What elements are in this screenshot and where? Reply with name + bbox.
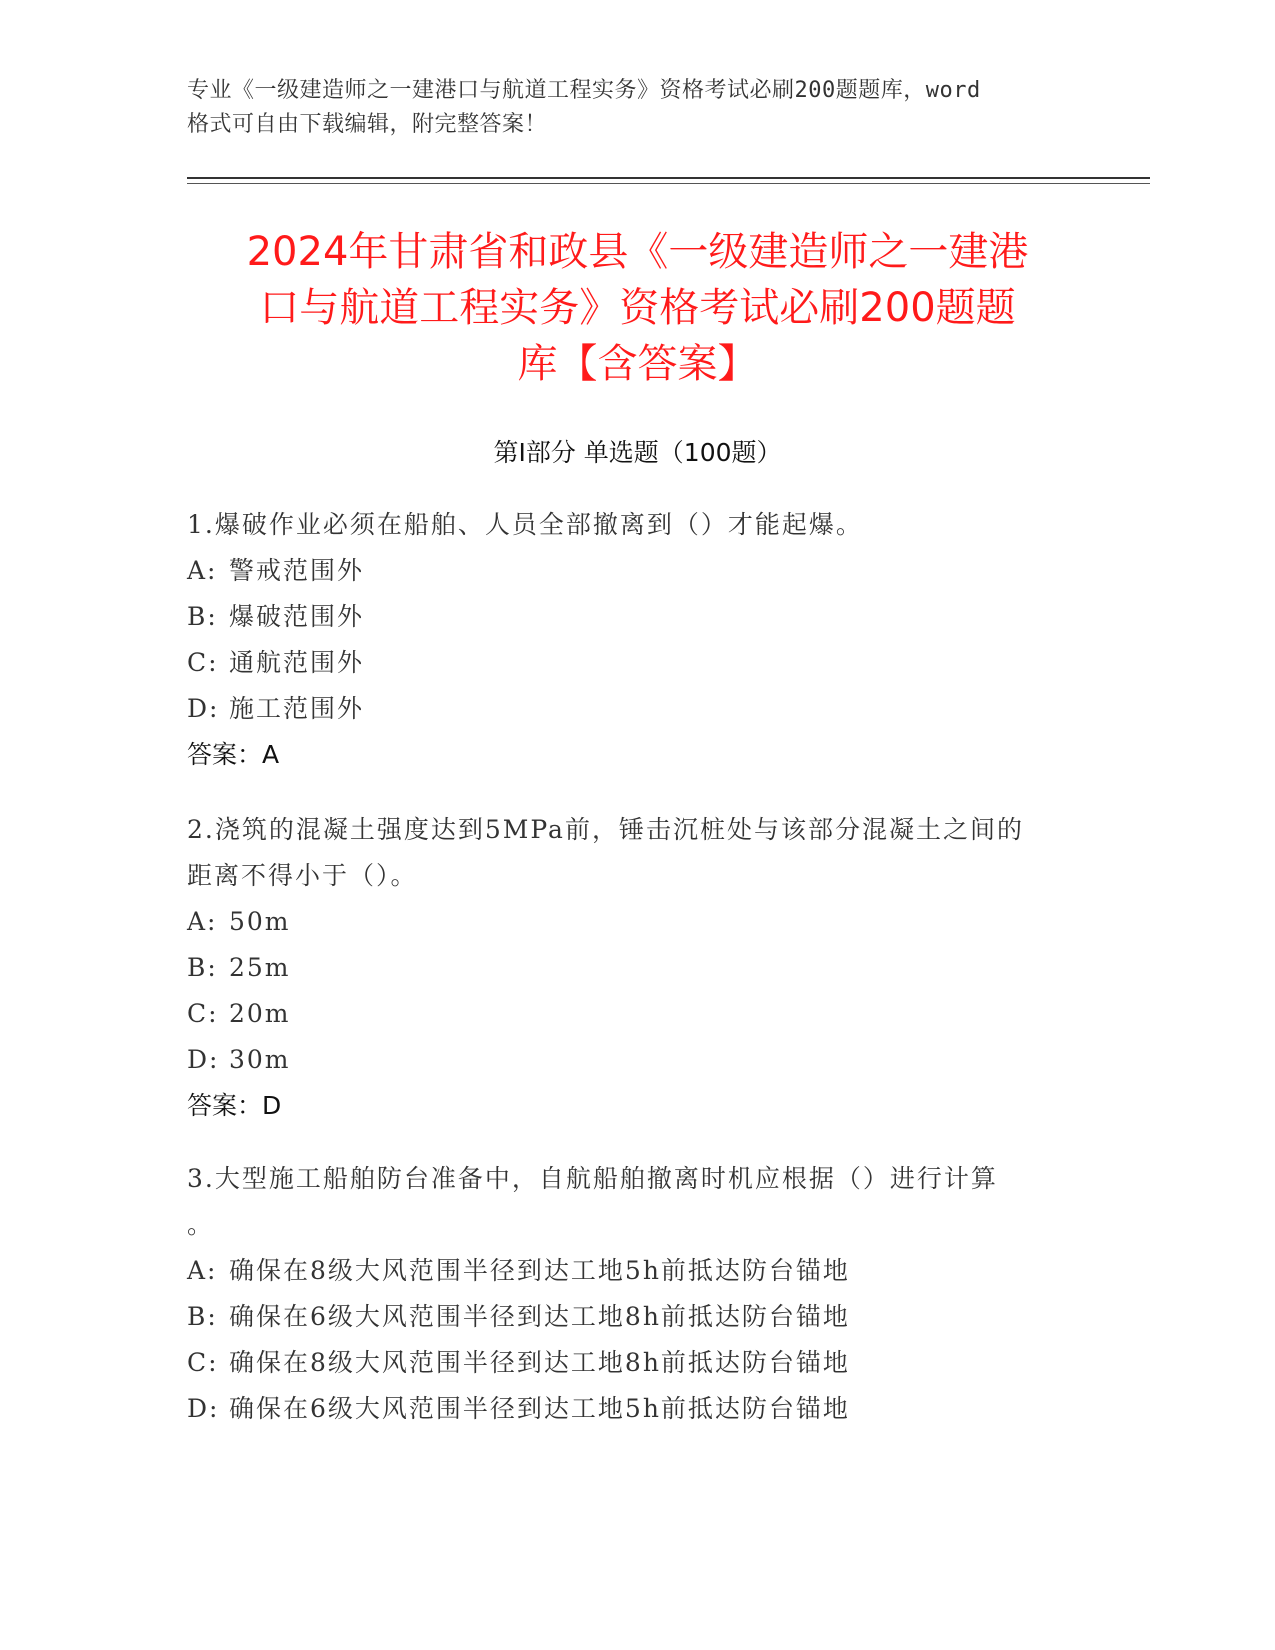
option-b xyxy=(187,945,1067,991)
header-note-line: 专业《一级建造师之一建港口与航道工程实务》资格考试必刷200题题库，word xyxy=(187,78,981,103)
option-key: A: xyxy=(187,907,218,936)
option-a xyxy=(187,899,1067,945)
option-key: A: xyxy=(187,556,218,585)
title-line: 2024年甘肃省和政县《一级建造师之一建港 xyxy=(246,229,1029,275)
option-a xyxy=(187,1248,1067,1294)
answer: 答案：A xyxy=(187,740,280,769)
option-key: D: xyxy=(187,694,220,723)
option-key: A: xyxy=(187,1256,218,1285)
header-rule-thick xyxy=(187,177,1150,179)
option-text: 25m xyxy=(229,953,291,982)
question-stem: 1.爆破作业必须在船舶、人员全部撤离到（）才能起爆。 xyxy=(187,510,863,539)
title-line: 口与航道工程实务》资格考试必刷200题题 xyxy=(259,285,1016,331)
option-key: D: xyxy=(187,1045,220,1074)
option-text: 30m xyxy=(229,1045,291,1074)
option-text: 通航范围外 xyxy=(229,648,365,677)
document-title xyxy=(150,224,1125,392)
option-text: 爆破范围外 xyxy=(229,602,365,631)
question-stem: 2.浇筑的混凝土强度达到5MPa前，锤击沉桩处与该部分混凝土之间的 xyxy=(187,815,1024,844)
option-d xyxy=(187,686,1067,732)
option-key: B: xyxy=(187,953,218,982)
option-c xyxy=(187,1340,1067,1386)
question-2 xyxy=(187,807,1067,1129)
option-key: B: xyxy=(187,1302,218,1331)
option-key: D: xyxy=(187,1394,220,1423)
question-1 xyxy=(187,502,1067,778)
option-text: 确保在6级大风范围半径到达工地8h前抵达防台锚地 xyxy=(229,1302,850,1331)
question-3 xyxy=(187,1156,1067,1432)
option-c xyxy=(187,640,1067,686)
answer: 答案：D xyxy=(187,1091,282,1120)
option-text: 确保在6级大风范围半径到达工地5h前抵达防台锚地 xyxy=(229,1394,850,1423)
option-a xyxy=(187,548,1067,594)
option-key: B: xyxy=(187,602,218,631)
option-text: 确保在8级大风范围半径到达工地5h前抵达防台锚地 xyxy=(229,1256,850,1285)
section-title: 第Ⅰ部分 单选题（100题） xyxy=(493,438,782,467)
option-text: 确保在8级大风范围半径到达工地8h前抵达防台锚地 xyxy=(229,1348,850,1377)
option-b xyxy=(187,594,1067,640)
option-c xyxy=(187,991,1067,1037)
header-rule-thin xyxy=(187,183,1150,184)
option-text: 施工范围外 xyxy=(229,694,365,723)
question-stem-continued: 。 xyxy=(187,1210,215,1239)
option-text: 警戒范围外 xyxy=(229,556,365,585)
option-text: 50m xyxy=(229,907,291,936)
option-b xyxy=(187,1294,1067,1340)
option-d xyxy=(187,1037,1067,1083)
title-line: 库【含答案】 xyxy=(517,341,758,387)
question-stem: 3.大型施工船舶防台准备中，自航船舶撤离时机应根据（）进行计算 xyxy=(187,1164,998,1193)
option-d xyxy=(187,1386,1067,1432)
option-key: C: xyxy=(187,1348,219,1377)
option-text: 20m xyxy=(229,999,291,1028)
option-key: C: xyxy=(187,999,219,1028)
question-stem-continued: 距离不得小于（）。 xyxy=(187,861,418,890)
header-note xyxy=(187,74,1067,142)
header-note-line: 格式可自由下载编辑，附完整答案！ xyxy=(187,112,548,137)
option-key: C: xyxy=(187,648,219,677)
